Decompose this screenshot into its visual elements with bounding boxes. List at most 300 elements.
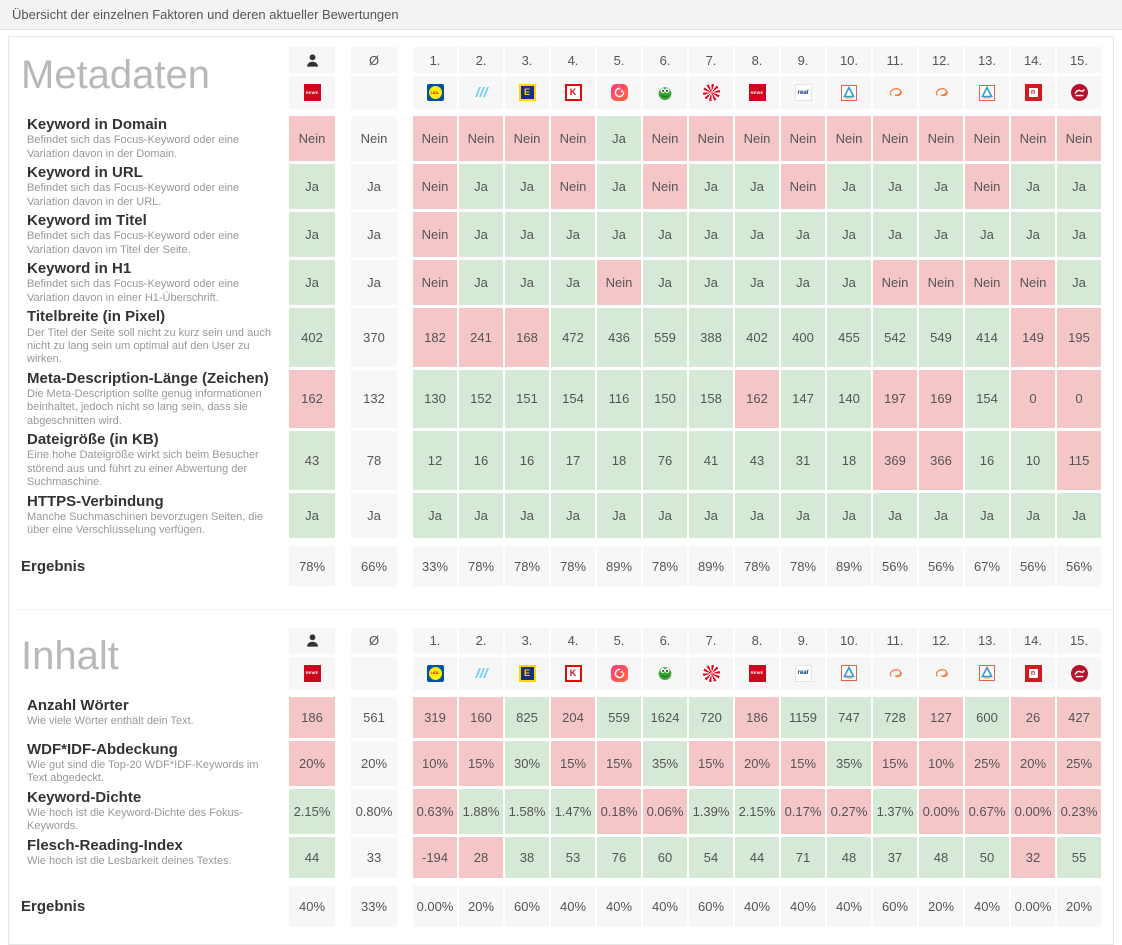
row-title: Flesch-Reading-Index [27,836,183,854]
row-title: Keyword in URL [27,164,143,182]
cell-competitor-7: 54 [689,837,733,878]
cell-competitor-15: 0 [1057,370,1101,428]
table-row [17,116,1111,161]
result-cell-competitor-10: 89% [827,546,871,587]
competitor-favicon-cell[interactable] [965,657,1009,690]
cell-competitor-3: 1.58% [505,789,549,834]
cell-competitor-14: 32 [1011,837,1055,878]
result-cell-competitor-5: 40% [597,886,641,927]
competitor-number: 6. [643,47,687,73]
row-label [17,431,289,489]
cell-competitor-10: 0.27% [827,789,871,834]
cell-competitor-4: 17 [551,431,595,489]
competitor-number: 13. [965,628,1009,654]
cell-competitor-9: 147 [781,370,825,428]
competitor-number: 10. [827,47,871,73]
result-cell-competitor-11: 56% [873,546,917,587]
cell-competitor-15: Ja [1057,212,1101,257]
competitor-number: 14. [1011,47,1055,73]
competitor-favicon-cell[interactable] [551,76,595,109]
cell-competitor-15: 115 [1057,431,1101,489]
cell-competitor-12: 10% [919,741,963,786]
cell-self: 43 [289,431,335,489]
competitor-favicon-cell[interactable] [873,657,917,690]
cell-competitor-2: Nein [459,116,503,161]
cell-competitor-9: Ja [781,493,825,538]
result-cell-competitor-7: 60% [689,886,733,927]
cell-competitor-15: Nein [1057,116,1101,161]
cell-competitor-2: 15% [459,741,503,786]
cell-competitor-8: 186 [735,697,779,738]
cell-competitor-9: Ja [781,260,825,305]
competitor-number: 7. [689,47,733,73]
cell-competitor-6: 0.06% [643,789,687,834]
cell-competitor-9: 400 [781,308,825,366]
cell-competitor-7: 158 [689,370,733,428]
edeka-favicon: E [519,665,536,682]
cell-competitor-6: Ja [643,493,687,538]
section-inhalt [17,609,1111,927]
average-column-header: Ø [351,628,397,654]
cell-competitor-12: Ja [919,493,963,538]
result-row [17,546,1111,587]
cell-competitor-3: Ja [505,493,549,538]
cell-competitor-11: 37 [873,837,917,878]
cell-competitor-8: 402 [735,308,779,366]
competitor-favicon-cell[interactable] [781,657,825,690]
competitor-favicon-cell[interactable] [873,76,917,109]
result-cell-competitor-4: 40% [551,886,595,927]
cell-competitor-1: Nein [413,116,457,161]
result-cell-competitor-12: 56% [919,546,963,587]
column-self [289,47,335,109]
cell-competitor-12: 127 [919,697,963,738]
competitor-favicon-cell[interactable] [505,657,549,690]
orange-swoosh-favicon [887,84,904,101]
cell-competitor-13: 50 [965,837,1009,878]
table-row [17,212,1111,257]
column-competitor-1 [413,47,457,109]
row-title: WDF*IDF-Abdeckung [27,740,178,758]
competitor-favicon-cell[interactable] [827,76,871,109]
cell-average: 78 [351,431,397,489]
cell-competitor-15: Ja [1057,164,1101,209]
cell-self: Ja [289,260,335,305]
result-cell-competitor-5: 89% [597,546,641,587]
result-cell-competitor-1: 33% [413,546,457,587]
competitor-favicon-cell[interactable] [735,657,779,690]
cell-competitor-13: 25% [965,741,1009,786]
cell-competitor-15: Ja [1057,260,1101,305]
orange-swoosh-favicon [933,84,950,101]
cell-average: 132 [351,370,397,428]
result-cell-competitor-14: 0.00% [1011,886,1055,927]
competitor-favicon-cell[interactable] [597,657,641,690]
cell-competitor-14: 0 [1011,370,1055,428]
cell-competitor-14: Ja [1011,212,1055,257]
column-competitor-12 [919,628,963,690]
competitor-number: 3. [505,47,549,73]
cell-competitor-8: 44 [735,837,779,878]
cell-competitor-4: 1.47% [551,789,595,834]
competitor-favicon-cell[interactable] [689,657,733,690]
competitor-number: 8. [735,47,779,73]
competitor-favicon-cell[interactable] [919,76,963,109]
column-competitor-3 [505,47,549,109]
competitor-favicon-cell[interactable] [413,657,457,690]
person-icon [304,632,321,649]
cell-competitor-11: Nein [873,260,917,305]
competitor-favicon-cell[interactable] [1011,657,1055,690]
cell-competitor-6: 559 [643,308,687,366]
result-cell-competitor-9: 40% [781,886,825,927]
competitor-favicon-cell[interactable] [643,657,687,690]
edeka-favicon: E [519,84,536,101]
rewe-favicon: REWE [304,665,321,682]
cell-self: 2.15% [289,789,335,834]
cell-competitor-11: Ja [873,164,917,209]
cell-competitor-9: Nein [781,164,825,209]
table-row [17,370,1111,428]
result-cell-competitor-13: 67% [965,546,1009,587]
cell-competitor-13: 16 [965,431,1009,489]
cell-competitor-2: Ja [459,212,503,257]
cell-self: 20% [289,741,335,786]
result-cell-average: 66% [351,546,397,587]
cell-competitor-4: 204 [551,697,595,738]
cell-competitor-2: 241 [459,308,503,366]
cell-competitor-6: 150 [643,370,687,428]
average-favicon-cell [351,657,397,690]
cell-competitor-1: 10% [413,741,457,786]
red-pinwheel-favicon [703,665,720,682]
cell-average: Ja [351,260,397,305]
cell-competitor-13: Ja [965,212,1009,257]
result-cell-competitor-14: 56% [1011,546,1055,587]
cell-competitor-7: 1.39% [689,789,733,834]
cell-competitor-5: 559 [597,697,641,738]
cell-competitor-5: 436 [597,308,641,366]
cell-competitor-14: 149 [1011,308,1055,366]
table-header [17,628,1111,690]
competitor-favicon-cell[interactable] [1057,76,1101,109]
result-cell-competitor-7: 89% [689,546,733,587]
cell-competitor-4: Ja [551,212,595,257]
cell-competitor-7: Ja [689,493,733,538]
competitor-number: 7. [689,628,733,654]
competitor-favicon-cell[interactable] [781,76,825,109]
cell-competitor-10: 455 [827,308,871,366]
cell-competitor-11: 728 [873,697,917,738]
red-pinwheel-favicon [703,84,720,101]
cell-competitor-13: 154 [965,370,1009,428]
factors-overview-panel [8,36,1114,945]
cell-competitor-6: 76 [643,431,687,489]
cell-competitor-13: 414 [965,308,1009,366]
cell-competitor-12: Ja [919,164,963,209]
column-self [289,628,335,690]
column-competitor-11 [873,628,917,690]
row-title: Titelbreite (in Pixel) [27,308,166,326]
row-label [17,837,289,878]
result-cell-competitor-3: 60% [505,886,549,927]
cell-competitor-4: 15% [551,741,595,786]
self-favicon-cell [289,657,335,690]
cell-competitor-8: 43 [735,431,779,489]
pink-swirl-favicon [611,665,628,682]
cell-average: Ja [351,164,397,209]
table-row [17,308,1111,366]
competitor-number: 11. [873,47,917,73]
column-competitor-13 [965,47,1009,109]
competitor-favicon-cell[interactable] [551,657,595,690]
cell-competitor-15: 0.23% [1057,789,1101,834]
column-competitor-4 [551,47,595,109]
cell-competitor-3: Ja [505,212,549,257]
cell-competitor-1: Nein [413,260,457,305]
cell-competitor-11: 542 [873,308,917,366]
cell-average: 33 [351,837,397,878]
result-cell-competitor-1: 0.00% [413,886,457,927]
row-title: Anzahl Wörter [27,696,129,714]
result-cell-competitor-9: 78% [781,546,825,587]
section-title: Inhalt [21,633,119,678]
cell-competitor-6: 60 [643,837,687,878]
cell-competitor-2: 28 [459,837,503,878]
aldi-sued-favicon [979,665,996,682]
column-competitor-3 [505,628,549,690]
result-cell-competitor-11: 60% [873,886,917,927]
cell-competitor-4: Ja [551,493,595,538]
result-cell-competitor-2: 20% [459,886,503,927]
rossmann-favicon [1071,84,1088,101]
table-row [17,837,1111,878]
aldi-sued-favicon [841,84,858,101]
competitor-number: 13. [965,47,1009,73]
cell-self: Ja [289,212,335,257]
column-competitor-14 [1011,47,1055,109]
competitor-favicon-cell[interactable] [413,76,457,109]
cell-competitor-13: Nein [965,116,1009,161]
cell-self: 44 [289,837,335,878]
competitor-favicon-cell[interactable] [827,657,871,690]
cell-competitor-3: 16 [505,431,549,489]
competitor-number: 15. [1057,47,1101,73]
cell-competitor-12: 549 [919,308,963,366]
rewe-favicon: REWE [304,84,321,101]
competitor-favicon-cell[interactable] [965,76,1009,109]
row-description: Die Meta-Description sollte genug informationen beinhaltet, jedoch nicht so lang sein, dass sie abgeschnitten wird. [27,387,262,427]
column-competitor-8 [735,628,779,690]
orange-swoosh-favicon [933,665,950,682]
cell-competitor-3: Ja [505,164,549,209]
row-label [17,212,289,257]
cell-competitor-1: Nein [413,164,457,209]
cell-competitor-1: 12 [413,431,457,489]
cell-competitor-10: 18 [827,431,871,489]
row-label [17,116,289,161]
cell-competitor-3: Nein [505,116,549,161]
cell-competitor-5: Ja [597,164,641,209]
cell-competitor-5: 76 [597,837,641,878]
cell-competitor-13: Ja [965,493,1009,538]
column-competitor-13 [965,628,1009,690]
row-label [17,370,289,428]
column-competitor-1 [413,628,457,690]
table-header [17,47,1111,109]
cell-competitor-4: Nein [551,164,595,209]
cell-competitor-12: Nein [919,116,963,161]
column-competitor-4 [551,628,595,690]
competitor-favicon-cell[interactable] [459,76,503,109]
cell-competitor-5: 18 [597,431,641,489]
row-title: Keyword-Dichte [27,788,142,806]
cell-competitor-6: Nein [643,164,687,209]
row-label [17,697,289,738]
cell-competitor-12: 169 [919,370,963,428]
table-row [17,431,1111,489]
row-title: Keyword im Titel [27,212,147,230]
cell-competitor-1: -194 [413,837,457,878]
competitor-favicon-cell[interactable] [1011,76,1055,109]
column-competitor-11 [873,47,917,109]
result-cell-competitor-6: 78% [643,546,687,587]
section-metadaten [17,45,1111,587]
aldi-sued-favicon [841,665,858,682]
column-average [351,47,397,109]
column-competitor-10 [827,47,871,109]
competitor-favicon-cell[interactable] [459,657,503,690]
cell-competitor-5: Ja [597,116,641,161]
result-cell-self: 40% [289,886,335,927]
cell-competitor-1: 182 [413,308,457,366]
green-mascot-favicon [657,665,674,682]
table-row [17,789,1111,834]
cell-competitor-1: Ja [413,493,457,538]
cell-average: Ja [351,493,397,538]
cell-competitor-2: Ja [459,260,503,305]
section-title: Metadaten [21,53,211,97]
cell-competitor-6: Ja [643,212,687,257]
cell-competitor-9: 1159 [781,697,825,738]
cell-competitor-5: Ja [597,493,641,538]
cell-competitor-15: 427 [1057,697,1101,738]
competitor-favicon-cell[interactable] [689,76,733,109]
cell-competitor-7: 15% [689,741,733,786]
competitor-number: 1. [413,628,457,654]
cell-competitor-5: 116 [597,370,641,428]
cell-competitor-3: 38 [505,837,549,878]
rossmann-favicon [1071,665,1088,682]
cell-competitor-6: Ja [643,260,687,305]
cell-competitor-2: Ja [459,493,503,538]
row-description: Befindet sich das Focus-Keyword oder eine Variation davon in der Domain. [27,134,240,160]
table-row [17,741,1111,786]
cell-competitor-8: Ja [735,260,779,305]
competitor-number: 11. [873,628,917,654]
cell-average: 370 [351,308,397,366]
kaufland-favicon: K [565,665,582,682]
cell-competitor-9: 71 [781,837,825,878]
cell-competitor-11: 369 [873,431,917,489]
column-competitor-2 [459,47,503,109]
cell-competitor-13: Nein [965,260,1009,305]
competitor-favicon-cell[interactable] [643,76,687,109]
row-description: Befindet sich das Focus-Keyword oder eine Variation davon in einer H1-Überschrift. [27,278,240,304]
cell-competitor-14: 26 [1011,697,1055,738]
cell-average: Nein [351,116,397,161]
competitor-favicon-cell[interactable] [735,76,779,109]
column-competitor-9 [781,47,825,109]
column-competitor-5 [597,47,641,109]
competitor-number: 4. [551,47,595,73]
cell-competitor-3: 151 [505,370,549,428]
competitor-number: 5. [597,47,641,73]
cell-competitor-12: Nein [919,260,963,305]
kaufland-favicon: K [565,84,582,101]
row-title: Dateigröße (in KB) [27,431,159,449]
cell-competitor-12: 366 [919,431,963,489]
cell-competitor-11: Ja [873,212,917,257]
cell-competitor-12: 0.00% [919,789,963,834]
lidl-favicon: LiDL [427,84,444,101]
competitor-favicon-cell[interactable] [505,76,549,109]
column-competitor-6 [643,47,687,109]
cell-average: 0.80% [351,789,397,834]
column-competitor-7 [689,47,733,109]
column-competitor-6 [643,628,687,690]
row-label [17,789,289,834]
cell-competitor-9: 31 [781,431,825,489]
cell-competitor-4: 53 [551,837,595,878]
competitor-number: 2. [459,47,503,73]
competitor-number: 10. [827,628,871,654]
result-cell-competitor-3: 78% [505,546,549,587]
row-title: HTTPS-Verbindung [27,492,164,510]
competitor-favicon-cell[interactable] [597,76,641,109]
row-title: Keyword in H1 [27,260,132,278]
cell-competitor-7: Ja [689,212,733,257]
cell-competitor-15: 195 [1057,308,1101,366]
cell-competitor-6: Nein [643,116,687,161]
sections-container [17,45,1111,927]
cell-competitor-14: Nein [1011,260,1055,305]
cell-competitor-14: 10 [1011,431,1055,489]
competitor-number: 14. [1011,628,1055,654]
row-description: Wie gut sind die Top-20 WDF*IDF-Keywords im Text abgedeckt. [27,758,259,785]
competitor-number: 12. [919,628,963,654]
row-label [17,260,289,305]
aldi-nord-favicon [473,665,490,682]
table-row [17,164,1111,209]
row-description: Wie hoch ist die Lesbarkeit deines Textes. [27,855,232,868]
cell-competitor-11: Nein [873,116,917,161]
row-description: Wie hoch ist die Keyword-Dichte des Fokus-Keywords. [27,807,243,833]
cell-competitor-6: 35% [643,741,687,786]
result-cell-competitor-15: 20% [1057,886,1101,927]
cell-competitor-8: 20% [735,741,779,786]
result-cell-competitor-10: 40% [827,886,871,927]
competitor-favicon-cell[interactable] [1057,657,1101,690]
row-label [17,164,289,209]
competitor-favicon-cell[interactable] [919,657,963,690]
column-competitor-9 [781,628,825,690]
result-label: Ergebnis [21,897,86,915]
cell-competitor-10: Ja [827,493,871,538]
competitor-number: 15. [1057,628,1101,654]
column-competitor-15 [1057,628,1101,690]
cell-competitor-5: Nein [597,260,641,305]
